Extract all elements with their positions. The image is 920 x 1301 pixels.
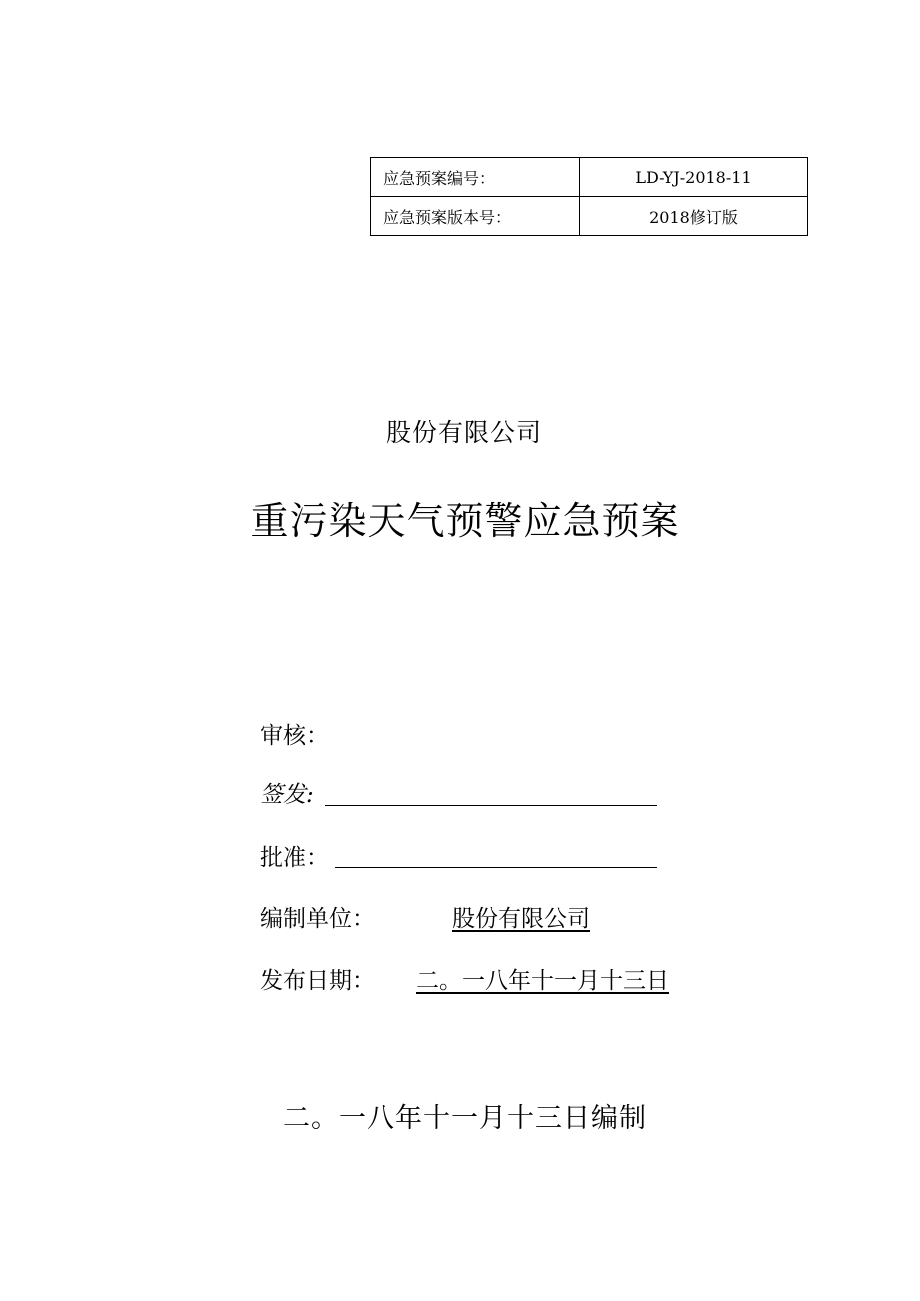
- approve-label: 批准：: [260, 845, 329, 871]
- document-info-table: [370, 157, 808, 236]
- company-name: 股份有限公司: [385, 418, 542, 447]
- plan-code-value: LD-YJ-2018-11: [580, 158, 808, 197]
- review-field: [260, 720, 329, 752]
- document-title: 重污染天气预警应急预案: [250, 499, 680, 543]
- plan-version-label: 应急预案版本号：: [371, 197, 580, 236]
- review-label: 审核：: [260, 723, 329, 749]
- plan-code-row: [371, 158, 808, 197]
- issue-signature-line: [325, 805, 657, 806]
- plan-code-label: 应急预案编号：: [371, 158, 580, 197]
- date-label: 发布日期：: [260, 968, 375, 994]
- plan-version-row: [371, 197, 808, 236]
- approve-field: [260, 842, 329, 874]
- unit-value: 股份有限公司: [452, 906, 590, 932]
- approve-signature-line: [335, 867, 657, 868]
- plan-version-value: 2018修订版: [580, 197, 808, 236]
- unit-label: 编制单位：: [260, 906, 375, 932]
- issue-field: [260, 779, 314, 811]
- issue-label: 签发:: [260, 782, 314, 808]
- date-value: 二。一八年十一月十三日: [416, 968, 669, 994]
- date-field: [260, 965, 375, 997]
- unit-field: [260, 903, 375, 935]
- compiled-date: 二。一八年十一月十三日编制: [283, 1103, 647, 1134]
